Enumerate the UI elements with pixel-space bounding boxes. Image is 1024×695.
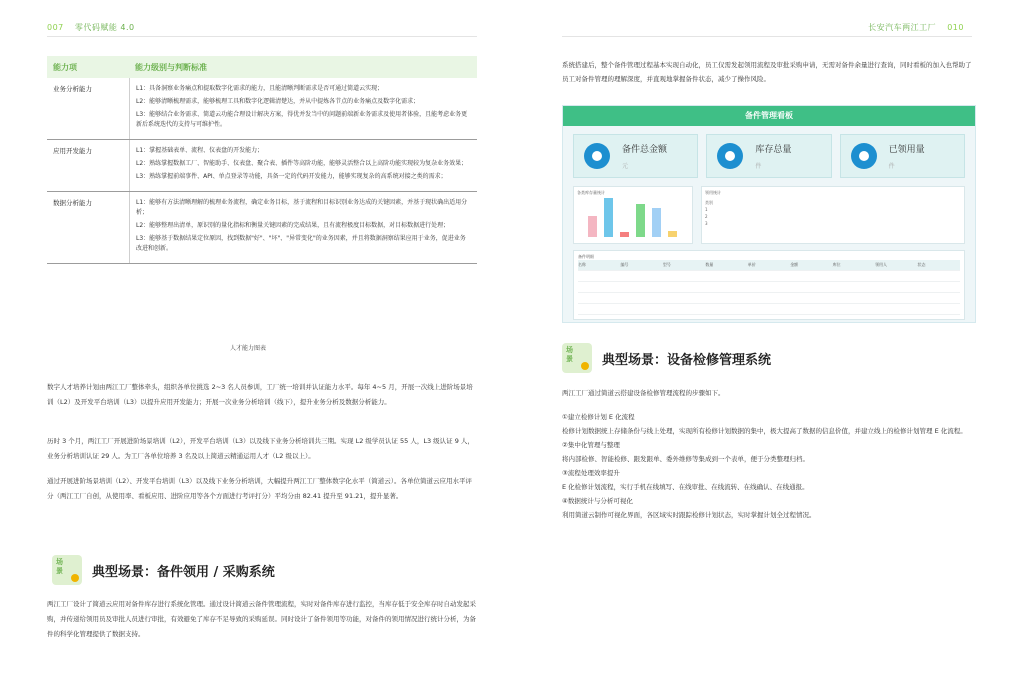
left-page-header bbox=[47, 22, 135, 33]
chart-title: 各类库存量统计 bbox=[577, 190, 605, 195]
table-row[interactable] bbox=[578, 304, 960, 315]
parts-detail-table bbox=[573, 250, 965, 320]
wifi-icon bbox=[851, 143, 877, 169]
scenario-heading bbox=[562, 343, 771, 373]
step-heading: ①建立检修计划 E 化流程 bbox=[562, 413, 635, 421]
header-cell: 状态 bbox=[917, 262, 926, 267]
wifi-icon bbox=[717, 143, 743, 169]
kpi-label: 已领用量 bbox=[888, 145, 925, 155]
talent-capability-table bbox=[47, 56, 477, 264]
col-criteria: 能力级别与判断标准 bbox=[135, 62, 207, 72]
step-text: 检修计划数据统上存储条份与线上处理，实现所有检修计划数据的集中，极大提高了数据的信息价值，并建立线上的检修计划管理 E 化流程。 bbox=[562, 427, 967, 435]
bar-B bbox=[604, 198, 613, 237]
kpi-label: 备件总金额 bbox=[622, 145, 668, 155]
badge-char: 场 bbox=[566, 346, 573, 354]
inventory-bar-chart bbox=[573, 186, 693, 244]
scenario-text: 两江工厂设计了简道云应用对备件库存进行系统化管理。通过设计简道云备件管理流程，实时对备件库存进行监控，当库存低于安全库存时自动发起采购，并传递给领用员及审批人员进行审批，有效避免了库存不足导致的采购延误。同时设计了备件领用等功能，对备件的领用情况进行统计分析，为备件的科学化管理提供了数据支持。 bbox=[47, 600, 476, 638]
panel-row: 类别 bbox=[705, 200, 713, 205]
scenario-title: 典型场景：设备检修管理系统 bbox=[602, 352, 772, 368]
badge-char: 场 bbox=[56, 558, 63, 566]
table-row bbox=[47, 78, 477, 140]
paragraph: 通过开展进阶场景培训（L2）、开发平台培训（L3）以及线下业务分析培训，大幅提升两江工厂整体数字化水平（简道云）。各单位简道云应用水平评分（两江工厂自创，从使用率、看板应用、进阶应用等各个方面进行考评打分）平均分由 82.41 提升至 91.21，提升显著。 bbox=[47, 477, 473, 500]
scenario-title: 典型场景：备件领用 / 采购系统 bbox=[92, 564, 275, 580]
header-cell: 单价 bbox=[747, 262, 756, 267]
table-row[interactable] bbox=[578, 271, 960, 282]
header-cell: 库位 bbox=[832, 262, 841, 267]
intro-paragraph: 系统搭建后，整个备件管理过程基本实现自动化，员工仅需发起领用流程及审批采购申请，无需对备件余量进行查询，同时看板的加入也帮助了员工对备件管理的理解深度，并直观地掌握备件状态，减少了操作风险。 bbox=[562, 61, 972, 83]
kpi-card bbox=[840, 134, 965, 178]
right-page-number: 010 bbox=[947, 23, 964, 32]
level-text: L1：具备洞察业务痛点和提取数字化需求的能力，且能清晰判断需求是否可通过简道云实现； bbox=[136, 85, 384, 92]
table-row bbox=[47, 140, 477, 192]
panel-row: 3 bbox=[705, 221, 708, 226]
kpi-card bbox=[573, 134, 698, 178]
level-text: L2：熟练掌握数据工厂、智能助手、仪表盘、聚合表、插件等高阶功能，能够灵活整合以上高阶功能实现较为复杂业务效果； bbox=[136, 160, 468, 167]
badge-char: 景 bbox=[566, 355, 573, 363]
step-text: 利用简道云制作可视化界面，各区域实时跟踪检修计划状态，实时掌握计划全过程情况。 bbox=[562, 511, 816, 519]
table-header-row bbox=[578, 260, 960, 271]
bar-E bbox=[652, 208, 661, 237]
scenario-heading bbox=[52, 555, 275, 585]
paragraph: 历时 3 个月，两江工厂开展进阶场景培训（L2），开发平台培训（L3）以及线下业务分析培训共三期。实现 L2 级学员认证 55 人，L3 级认证 9 人，业务分析培训认证 29 人。为工厂各单位培养 3 名及以上简道云精通运用人才（L2 级以上）。 bbox=[47, 437, 474, 460]
badge-dot-icon bbox=[581, 362, 589, 370]
left-header-title: 零代码赋能 4.0 bbox=[74, 23, 135, 32]
right-header-title: 长安汽车两江工厂 bbox=[868, 23, 937, 32]
table-row[interactable] bbox=[578, 293, 960, 304]
panel-row: 2 bbox=[705, 214, 708, 219]
step-heading: ②集中化管理与整理 bbox=[562, 441, 620, 449]
bar-group bbox=[588, 193, 677, 237]
level-text: L3：能够基于数据结果定位原因，找到数据"好"、"坏"、"异常变化"的业务因素，并且将数据洞察结果应用于业务，促进业务改进和创新。 bbox=[136, 235, 466, 252]
header-cell: 名称 bbox=[578, 262, 586, 267]
bar-A bbox=[588, 216, 597, 238]
kpi-value: 件 bbox=[888, 163, 895, 170]
kpi-value: 件 bbox=[755, 163, 762, 170]
col-ability: 能力项 bbox=[53, 62, 77, 72]
kpi-row bbox=[563, 126, 975, 186]
steps-list bbox=[562, 410, 972, 522]
level-text: L1：能够有方法清晰理解的梳理业务流程，确定业务目标，基于流程和目标识别业务达成的关键因素，并基于现状确出适用分析； bbox=[136, 199, 468, 216]
step-heading: ③流程处理效率提升 bbox=[562, 469, 620, 477]
bar-F bbox=[668, 231, 677, 237]
row-name: 应用开发能力 bbox=[53, 147, 92, 155]
header-cell: 编号 bbox=[620, 262, 629, 267]
bar-D bbox=[636, 204, 645, 237]
table-row bbox=[47, 192, 477, 264]
header-cell: 型号 bbox=[662, 262, 671, 267]
right-header-divider bbox=[562, 36, 972, 37]
left-header-divider bbox=[47, 36, 477, 37]
bar-C bbox=[620, 232, 629, 237]
table-row[interactable] bbox=[578, 282, 960, 293]
header-cell: 金额 bbox=[790, 262, 799, 267]
usage-panel bbox=[701, 186, 965, 244]
row-name: 数据分析能力 bbox=[53, 199, 92, 207]
scenario-intro: 两江工厂通过简道云搭建设备检修管理流程的步骤如下。 bbox=[562, 389, 725, 397]
step-text: 将内部检修、智能检修、跟发跟单、委外维修等集成到一个表单，便于分类整理归档。 bbox=[562, 455, 809, 463]
wifi-icon bbox=[584, 143, 610, 169]
kpi-label: 库存总量 bbox=[755, 145, 792, 155]
paragraph: 数字人才培养计划由两江工厂整体牵头，组织各单位挑选 2~3 名人员参训，工厂统一培训并认证能力水平。每年 4~5 月，开展一次线上进阶场景培训（L2）及开发平台培训（L3）以提升应用开发能力；开展一次业务分析培训（线下），提升业务分析及数据分析能力。 bbox=[47, 383, 473, 406]
right-page-header bbox=[868, 22, 964, 33]
table-caption: 人才能力图表 bbox=[230, 345, 267, 352]
badge-char: 景 bbox=[56, 567, 63, 575]
badge-dot-icon bbox=[71, 574, 79, 582]
level-text: L3：熟练掌握前端事件、API、单点登录等功能，具备一定的代码开发能力，能够实现复杂的高系统对接之类的需求； bbox=[136, 173, 447, 180]
spare-parts-dashboard bbox=[562, 105, 976, 323]
step-text: E 化检修计划流程，实行手机在线填写、在线审批、在线流转、在线确认、在线通报。 bbox=[562, 483, 809, 491]
scenario-badge bbox=[562, 343, 592, 373]
table-title: 备件明细 bbox=[578, 254, 594, 259]
panel-row: 1 bbox=[705, 207, 708, 212]
level-text: L1：掌握基础表单、流程、仪表盘的开发能力； bbox=[136, 147, 264, 154]
kpi-value: 元 bbox=[622, 163, 629, 170]
panel-title: 领用统计 bbox=[705, 190, 721, 195]
header-cell: 数量 bbox=[705, 262, 714, 267]
level-text: L2：能够整理出清单，原识别的量化指标和衡量关键因素的完成结果，且有流程极度目标数据，对目标数据进行处理； bbox=[136, 222, 450, 229]
step-heading: ④数据统计与分析可视化 bbox=[562, 497, 633, 505]
dashboard-title: 备件管理看板 bbox=[563, 106, 975, 126]
level-text: L3：能够结合业务需求、简道云功能合理设计解决方案，得优并发当中的问题前端新业务需求及使用者体验，且能考虑业务更新后系统迭代的支持与可维护性。 bbox=[136, 111, 468, 128]
row-name: 业务分析能力 bbox=[53, 85, 92, 93]
header-cell: 领用人 bbox=[875, 262, 888, 267]
scenario-badge bbox=[52, 555, 82, 585]
left-page-number: 007 bbox=[47, 23, 64, 32]
level-text: L2：能够清晰梳理需求，能够梳理工具和数字化逻辑清楚达，并从中提炼各节点的业务痛点及数字化需求； bbox=[136, 98, 420, 105]
kpi-card bbox=[706, 134, 831, 178]
table-header bbox=[47, 56, 477, 78]
